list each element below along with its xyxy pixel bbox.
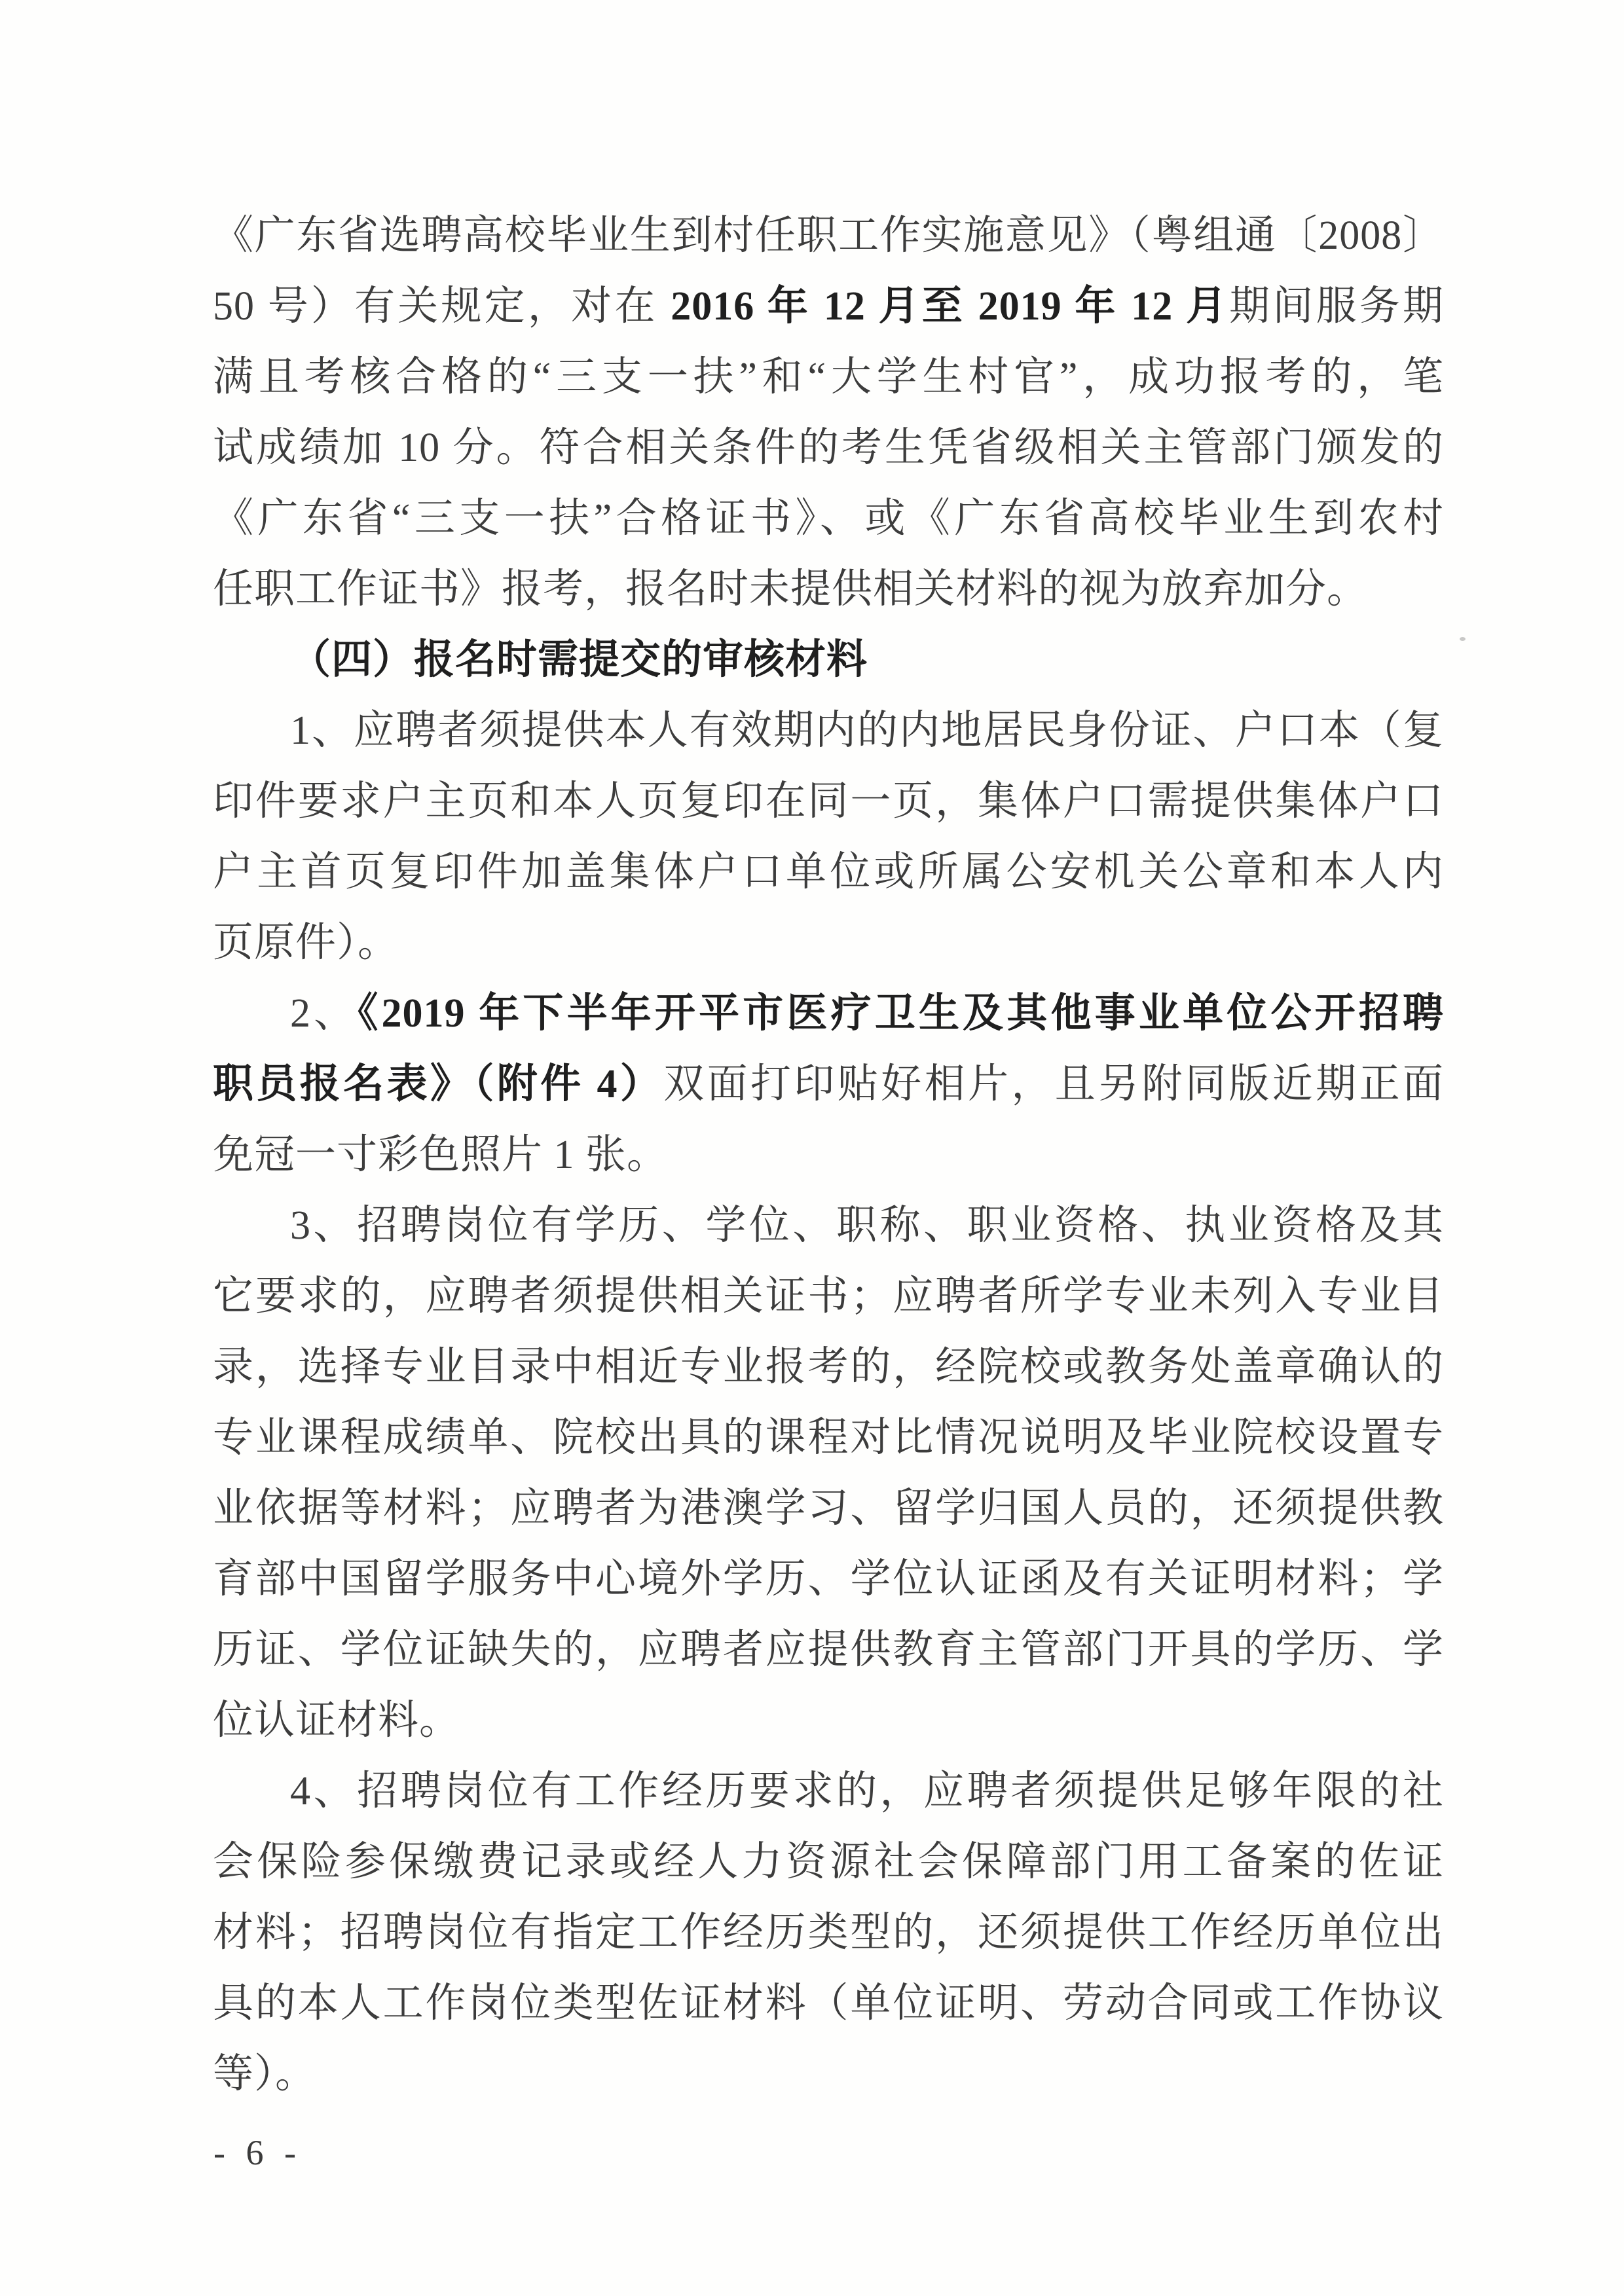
- text-run: 1、应聘者须提供本人有效期内的内地居民身份证、户口本（复: [290, 708, 1444, 753]
- text-line: [213, 1756, 1444, 1827]
- text-line: [213, 271, 1444, 342]
- text-run: 双面打印贴好相片，且另附同版近期正面: [663, 1062, 1444, 1106]
- text-line: [213, 1190, 1444, 1261]
- text-run: 《广东省“三支一扶”合格证书》、或《广东省高校毕业生到农村: [213, 496, 1444, 541]
- text-line: [213, 1685, 1444, 1756]
- text-line: [213, 1544, 1444, 1614]
- text-run: 育部中国留学服务中心境外学历、学位认证函及有关证明材料；学: [213, 1557, 1444, 1601]
- text-line: [213, 1120, 1444, 1190]
- text-run: 会保险参保缴费记录或经人力资源社会保障部门用工备案的佐证: [213, 1840, 1444, 1884]
- paragraph-continuation: [213, 200, 1444, 625]
- text-line: [213, 1968, 1444, 2039]
- text-line: [213, 1897, 1444, 1968]
- text-run: 任职工作证书》报考，报名时未提供相关材料的视为放弃加分。: [213, 567, 1369, 611]
- text-line: [213, 1049, 1444, 1120]
- text-line: [213, 554, 1444, 625]
- text-run: 满且考核合格的“三支一扶”和“大学生村官”，成功报考的，笔: [213, 355, 1444, 399]
- text-block: [213, 200, 1444, 2109]
- text-run: 材料；招聘岗位有指定工作经历类型的，还须提供工作经历单位出: [213, 1910, 1444, 1955]
- item-2: [213, 978, 1444, 1190]
- text-line: [213, 1614, 1444, 1685]
- text-run: 历证、学位证缺失的，应聘者应提供教育主管部门开具的学历、学: [213, 1628, 1444, 1672]
- text-run: 位认证材料。: [213, 1698, 461, 1743]
- text-run: 户主首页复印件加盖集体户口单位或所属公安机关公章和本人内: [213, 850, 1444, 894]
- text-run: 印件要求户主页和本人页复印在同一页，集体户口需提供集体户口: [213, 779, 1444, 824]
- item-3: [213, 1190, 1444, 1756]
- text-line: [213, 1332, 1444, 1402]
- item-4: [213, 1756, 1444, 2109]
- bold-text-run: 《2019 年下半年开平市医疗卫生及其他事业单位公开招聘: [358, 991, 1444, 1036]
- text-run: 专业课程成绩单、院校出具的课程对比情况说明及毕业院校设置专: [213, 1415, 1444, 1460]
- bold-text-run: 2016 年 12 月至 2019 年 12 月: [671, 284, 1230, 329]
- text-line: [213, 695, 1444, 766]
- text-run: 录，选择专业目录中相近专业报考的，经院校或教务处盖章确认的: [213, 1345, 1444, 1389]
- text-line: [213, 1827, 1444, 1897]
- text-line: [213, 2039, 1444, 2109]
- text-run: 试成绩加 10 分。符合相关条件的考生凭省级相关主管部门颁发的: [213, 426, 1444, 470]
- text-line: [213, 1261, 1444, 1332]
- text-line: [213, 412, 1444, 483]
- text-line: [213, 1473, 1444, 1544]
- section-heading-4: [213, 625, 1444, 695]
- text-run: 页原件）。: [213, 920, 399, 965]
- text-run: 具的本人工作岗位类型佐证材料（单位证明、劳动合同或工作协议: [213, 1981, 1444, 2026]
- text-line: [213, 978, 1444, 1049]
- text-line: [213, 766, 1444, 837]
- page-number: - 6 -: [213, 2133, 302, 2172]
- text-line: [213, 200, 1444, 271]
- text-run: 2、: [290, 991, 358, 1036]
- text-run: 3、招聘岗位有学历、学位、职称、职业资格、执业资格及其: [290, 1203, 1444, 1248]
- text-line: [213, 483, 1444, 554]
- text-run: 免冠一寸彩色照片 1 张。: [213, 1133, 669, 1177]
- text-run: 《广东省选聘高校毕业生到村任职工作实施意见》（粤组通〔2008〕: [213, 213, 1444, 258]
- text-line: [213, 907, 1444, 978]
- text-run: 它要求的，应聘者须提供相关证书；应聘者所学专业未列入专业目: [213, 1274, 1444, 1319]
- text-line: [213, 342, 1444, 412]
- text-run: 50 号）有关规定，对在: [213, 284, 671, 329]
- text-run: 期间服务期: [1229, 284, 1444, 329]
- text-run: 等）。: [213, 2052, 317, 2096]
- item-1: [213, 695, 1444, 978]
- bold-text-run: 职员报名表》（附件 4）: [213, 1062, 664, 1106]
- text-line: [213, 625, 1444, 695]
- text-line: [213, 837, 1444, 907]
- bold-text-run: （四）报名时需提交的审核材料: [290, 638, 868, 682]
- text-run: 业依据等材料；应聘者为港澳学习、留学归国人员的，还须提供教: [213, 1486, 1444, 1531]
- scan-speck: [1460, 637, 1466, 641]
- text-run: 4、招聘岗位有工作经历要求的，应聘者须提供足够年限的社: [290, 1769, 1444, 1813]
- text-line: [213, 1402, 1444, 1473]
